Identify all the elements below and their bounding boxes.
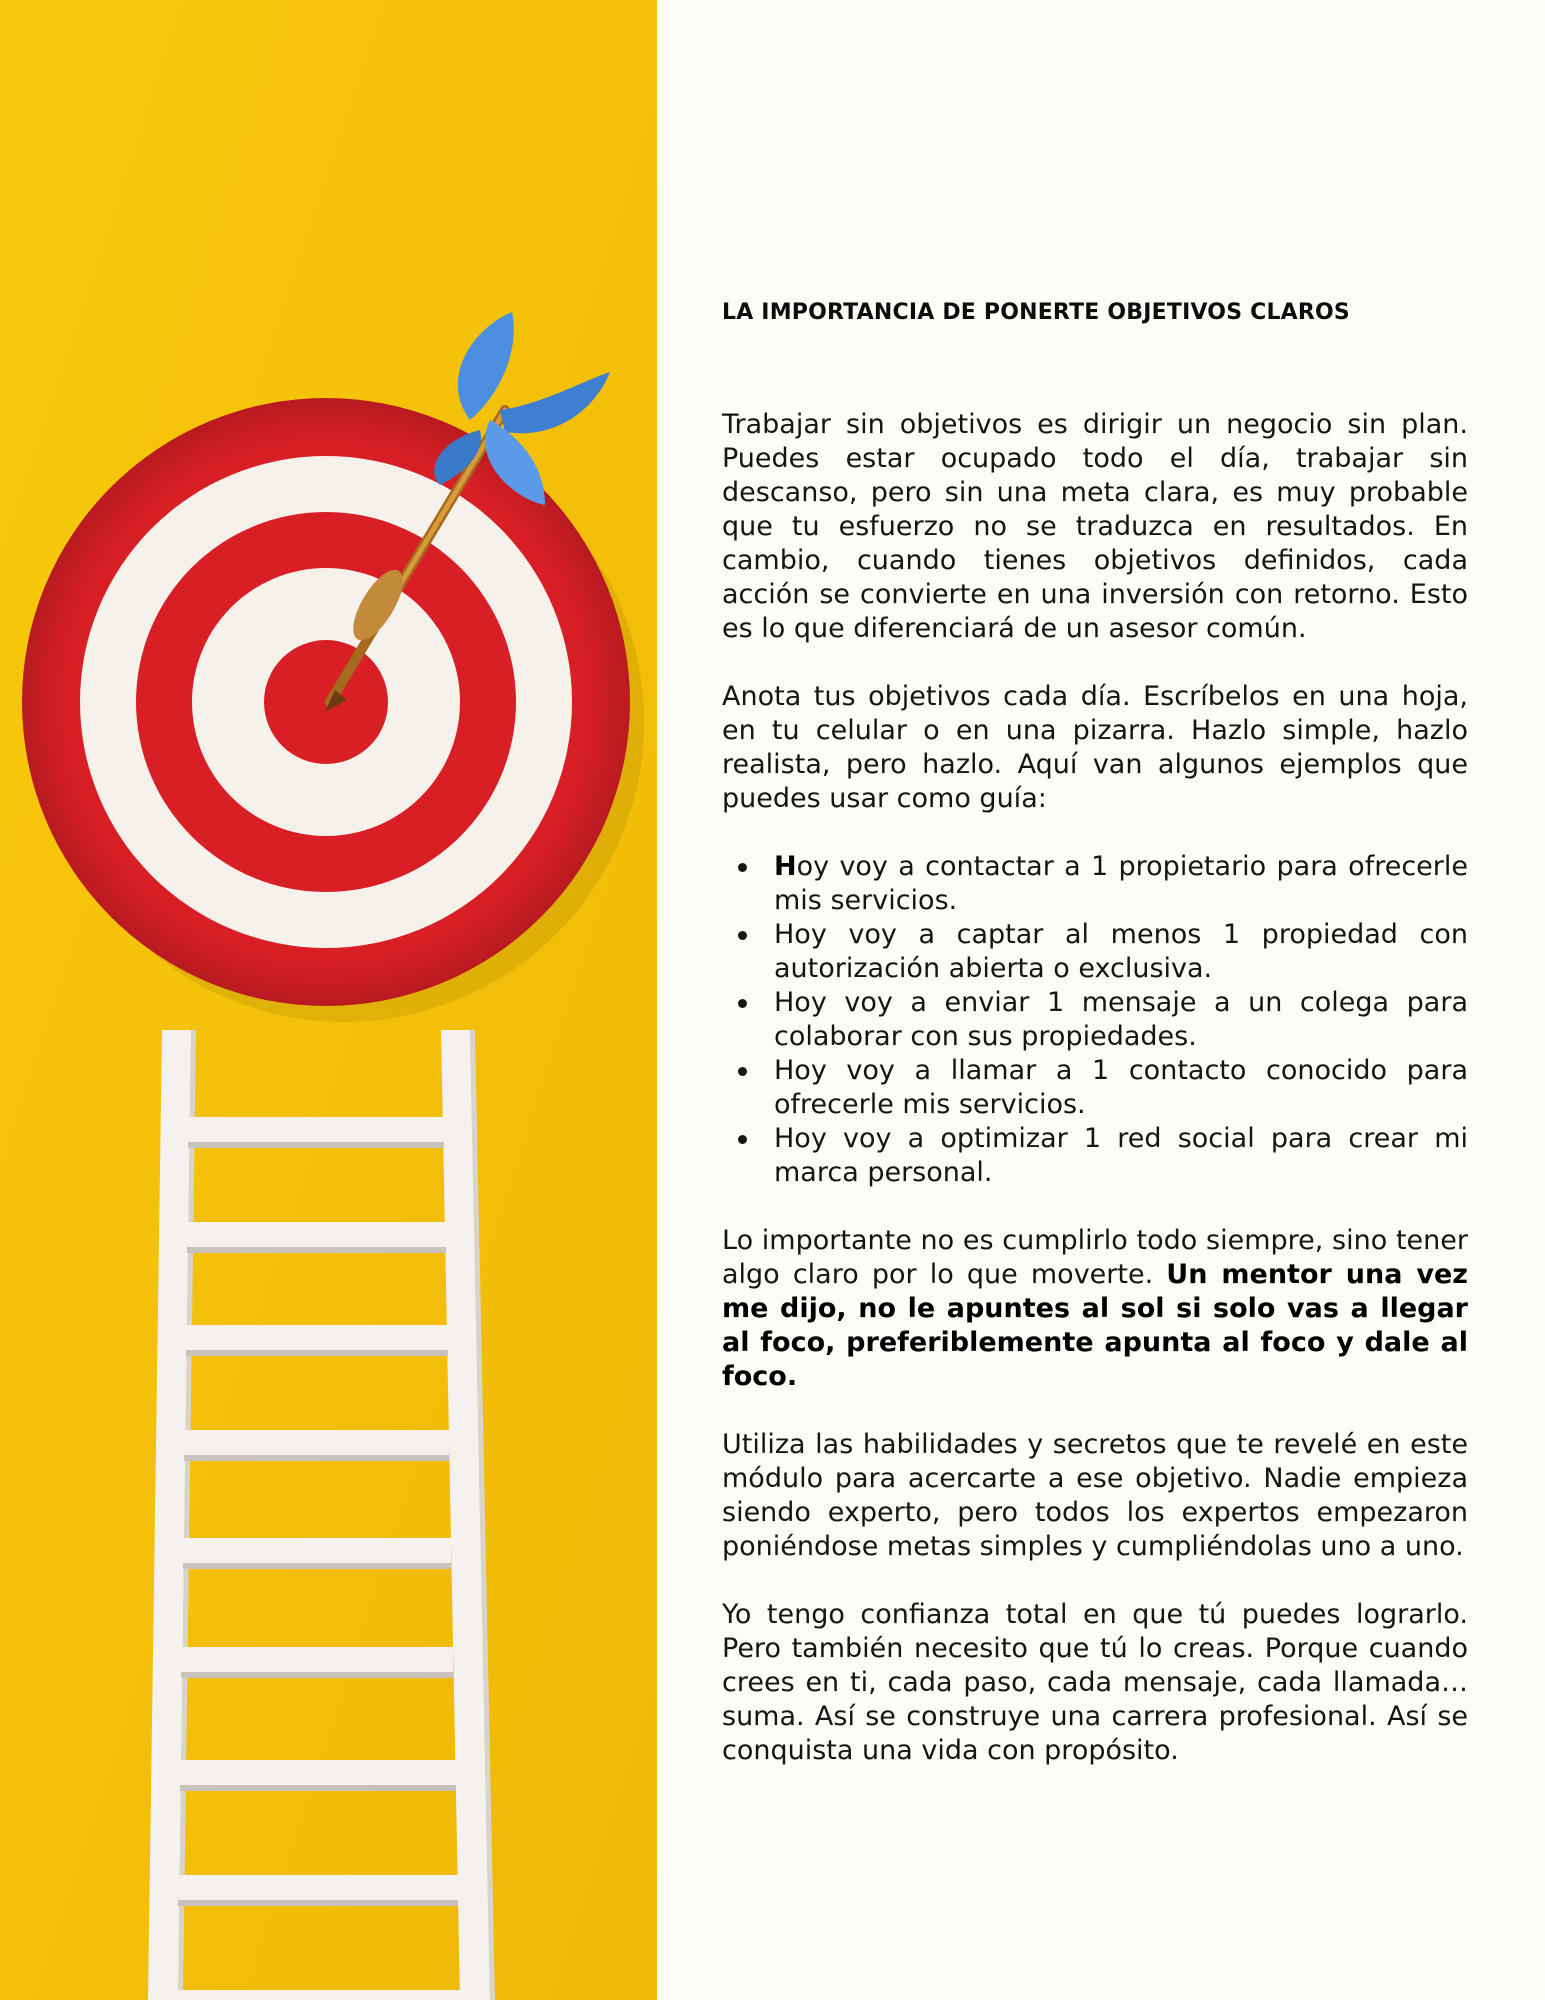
target-ladder-illustration bbox=[0, 0, 657, 2000]
list-item-text: oy voy a contactar a 1 propietario para ofrecerle mis servicios. bbox=[774, 851, 1468, 916]
paragraph-mentor-text: Lo importante no es cumplirlo todo siempre, sino tener algo claro por lo que moverte. bbox=[722, 1225, 1468, 1290]
bullet-icon bbox=[738, 1067, 747, 1076]
bullet-icon bbox=[738, 999, 747, 1008]
section-heading: LA IMPORTANCIA DE PONERTE OBJETIVOS CLAROS bbox=[722, 300, 1350, 325]
objectives-list bbox=[722, 850, 1468, 1190]
list-item-text: Hoy voy a llamar a 1 contacto conocido para ofrecerle mis servicios. bbox=[774, 1055, 1468, 1120]
list-item-text: Hoy voy a enviar 1 mensaje a un colega para colaborar con sus propiedades. bbox=[774, 987, 1468, 1052]
bullet-icon bbox=[738, 931, 747, 940]
paragraph-instructions: Anota tus objetivos cada día. Escríbelos en una hoja, en tu celular o en una pizarra. Hazlo simple, hazlo realista, pero hazlo. Aquí van algunos ejemplos que puedes usar como guía: bbox=[722, 681, 1468, 814]
paragraph-mentor bbox=[722, 1224, 1468, 1394]
mentor-quote: Un mentor una vez me dijo, no le apuntes al sol si solo vas a llegar al foco, preferiblemente apunta al foco y dale al foco. bbox=[722, 1259, 1468, 1392]
list-item bbox=[722, 1122, 1468, 1190]
paragraph-skills: Utiliza las habilidades y secretos que te revelé en este módulo para acercarte a ese objetivo. Nadie empieza siendo experto, pero todos los expertos empezaron poniéndose metas simples y cumpliéndolas uno a uno. bbox=[722, 1429, 1468, 1562]
list-item-text: Hoy voy a optimizar 1 red social para crear mi marca personal. bbox=[774, 1123, 1468, 1188]
illustration-panel bbox=[0, 0, 657, 2000]
list-item bbox=[722, 1054, 1468, 1122]
list-item-text: Hoy voy a captar al menos 1 propiedad con autorización abierta o exclusiva. bbox=[774, 919, 1468, 984]
paragraph-confidence: Yo tengo confianza total en que tú puedes lograrlo. Pero también necesito que tú lo creas. Porque cuando crees en ti, cada paso, cada mensaje, cada llamada… suma. Así se construye una carrera profesional. Así se conquista una vida con propósito. bbox=[722, 1599, 1468, 1766]
list-item bbox=[722, 918, 1468, 986]
list-item bbox=[722, 986, 1468, 1054]
bullet-icon bbox=[738, 863, 747, 872]
list-item bbox=[722, 850, 1468, 918]
article-text-column bbox=[722, 300, 1468, 1768]
paragraph-intro: Trabajar sin objetivos es dirigir un negocio sin plan. Puedes estar ocupado todo el día, trabajar sin descanso, pero sin una meta clara, es muy probable que tu esfuerzo no se traduzca en resultados. En cambio, cuando tienes objetivos definidos, cada acción se convierte en una inversión con retorno. Esto es lo que diferenciará de un asesor común. bbox=[722, 409, 1468, 644]
bullet-icon bbox=[738, 1135, 747, 1144]
list-item-initial: H bbox=[774, 851, 797, 882]
